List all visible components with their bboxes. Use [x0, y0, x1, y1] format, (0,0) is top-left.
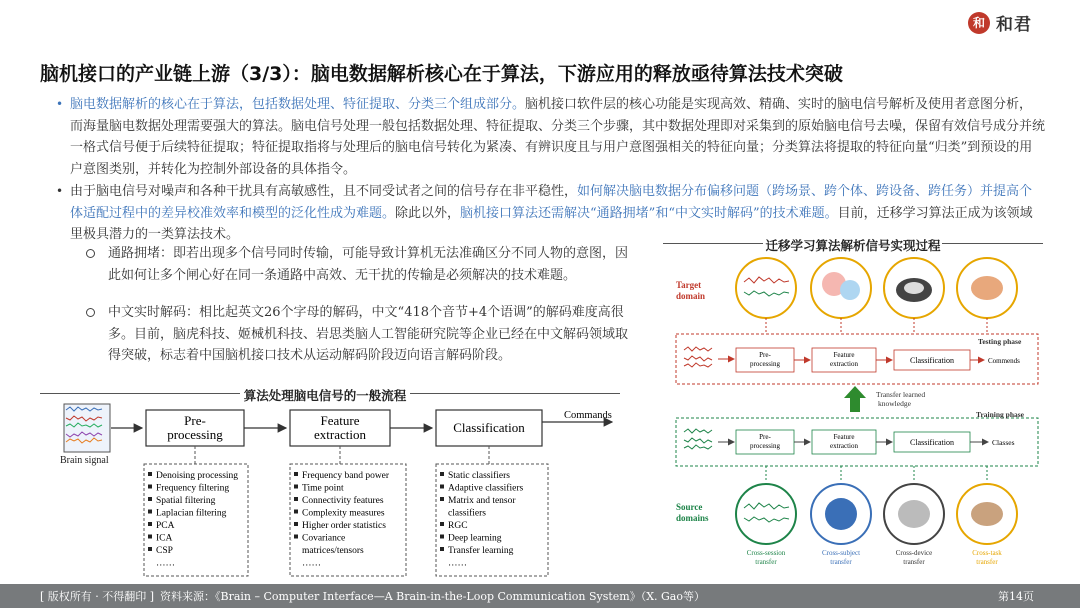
- list-bullet-icon: [294, 522, 298, 526]
- body-text: 除此以外，: [395, 205, 461, 221]
- list-bullet-icon: [440, 485, 444, 489]
- sub-item-text: 通路拥堵：即若出现多个信号同时传输，可能导致计算机无法准确区分不同人物的意图，因此如何让多个闸心好在同一条通路中高效、无干扰的传输是必须解决的技术难题。: [108, 246, 629, 283]
- svg-text:Cross-session: Cross-session: [746, 549, 786, 557]
- list-item: Spatial filtering: [156, 496, 216, 506]
- list-item: Time point: [302, 483, 344, 494]
- preprocessing-label-1: Pre-: [184, 413, 206, 428]
- sub-item-chinese-decoding: [108, 302, 633, 367]
- svg-text:transfer: transfer: [755, 558, 777, 566]
- paragraph-algorithm-core: [56, 94, 1046, 180]
- brand-logo: [968, 10, 1032, 35]
- svg-text:Cross-subject: Cross-subject: [821, 549, 861, 557]
- list-item: Transfer learning: [448, 546, 514, 556]
- training-phase-label: Training phase: [976, 410, 1024, 419]
- svg-text:Cross-device: Cross-device: [895, 549, 933, 557]
- list-bullet-icon: [148, 497, 152, 501]
- footer-page-number: 第14页: [998, 590, 1034, 603]
- svg-text:Feature: Feature: [833, 433, 855, 441]
- svg-text:processing: processing: [750, 442, 780, 450]
- circle-bullet-icon: [86, 308, 95, 317]
- circle-bullet-icon: [86, 249, 95, 258]
- list-item: Connectivity features: [302, 496, 384, 506]
- list-item: ……: [302, 558, 321, 569]
- list-item: Denoising processing: [156, 471, 239, 481]
- footer-bar: [0, 584, 1080, 608]
- sub-item-text: 中文实时解码：相比起英文26个字母的解码，中文“418个音节+4个语调”的解码难度高很多。目前，脑虎科技、姬械机科技、岩思类脑人工智能研究院等企业已经在中文解码领域取得突破，标志着中国脑机接口技术从运动解码阶段迈向语言解码阶段。: [108, 305, 629, 363]
- list-bullet-icon: [440, 535, 444, 539]
- svg-text:Classification: Classification: [910, 356, 954, 365]
- list-item: classifiers: [448, 508, 486, 519]
- list-item: Frequency band power: [302, 471, 390, 481]
- list-bullet-icon: [148, 472, 152, 476]
- svg-text:Pre-: Pre-: [759, 433, 771, 441]
- list-bullet-icon: [440, 547, 444, 551]
- list-item: ICA: [156, 533, 173, 544]
- brain-signal-icon: [64, 404, 110, 452]
- brand-name: 和君: [996, 15, 1032, 35]
- bullet-icon: •: [56, 184, 64, 198]
- preprocessing-methods-list: [148, 471, 238, 569]
- highlight-text: 脑机接口算法还需解决“通路拥堵”和“中文实时解码”的技术难题。: [460, 205, 838, 221]
- highlight-text: 如何解决脑电数据分布偏移问题（跨场景、跨个体、跨设备、跨任务）并提高个体适配过程中的差异校准效率和模型的泛化性成为难题。: [70, 184, 1033, 221]
- feature-extraction-label-1: Feature: [320, 413, 360, 428]
- testing-phase-label: Testing phase: [978, 337, 1022, 346]
- highlight-text: 脑电数据解析的核心在于算法，包括数据处理、特征提取、分类三个组成部分。: [70, 97, 526, 112]
- svg-text:processing: processing: [750, 360, 780, 368]
- page-title: 脑机接口的产业链上游（3/3）：脑电数据解析核心在于算法，下游应用的释放亟待算法技术突破: [40, 63, 843, 85]
- list-bullet-icon: [148, 485, 152, 489]
- classes-output-label: Classes: [992, 438, 1015, 447]
- body-text: 目前，迁移学习算法正成为该领域里极具潜力的一类算法技术。: [70, 205, 1033, 242]
- svg-text:transfer: transfer: [976, 558, 998, 566]
- svg-text:transfer: transfer: [903, 558, 925, 566]
- target-domain-label-1: Target: [676, 280, 702, 290]
- transfer-knowledge-label-2: knowledge: [878, 399, 911, 408]
- eeg-processing-flow-diagram: [56, 398, 626, 580]
- svg-text:Cross-task: Cross-task: [972, 549, 1002, 557]
- commands-label: Commands: [564, 410, 612, 421]
- source-domains-label-1: Source: [676, 502, 703, 512]
- target-domain-label-2: domain: [676, 291, 706, 301]
- list-item: matrices/tensors: [302, 546, 364, 556]
- list-item: Complexity measures: [302, 508, 385, 519]
- list-bullet-icon: [294, 497, 298, 501]
- brain-signal-label: Brain signal: [60, 455, 109, 466]
- classification-label: Classification: [453, 420, 525, 435]
- list-item: ……: [448, 558, 467, 569]
- list-bullet-icon: [148, 535, 152, 539]
- transfer-learning-diagram: [666, 252, 1044, 576]
- list-bullet-icon: [294, 485, 298, 489]
- list-item: Adaptive classifiers: [448, 483, 524, 494]
- list-item: Covariance: [302, 533, 346, 544]
- list-bullet-icon: [294, 472, 298, 476]
- target-session-icon: [736, 258, 796, 318]
- list-item: Matrix and tensor: [448, 496, 516, 506]
- list-item: Static classifiers: [448, 471, 510, 481]
- list-item: Deep learning: [448, 533, 502, 544]
- list-item: Laplacian filtering: [156, 508, 227, 519]
- feature-methods-list: [294, 471, 390, 569]
- list-bullet-icon: [294, 510, 298, 514]
- source-session-icon: [736, 484, 796, 544]
- svg-text:Pre-: Pre-: [759, 351, 771, 359]
- bullet-icon: •: [56, 97, 64, 111]
- body-text: 脑机接口软件层的核心功能是实现高效、精确、实时的脑电信号解析及使用者意图分析，而海量脑电数据处理需要强大的算法。脑电信号处理一般包括数据处理、特征提取、分类三个步骤，其中数据处理即对采集到的原始脑电信号去噪，保留有效信号成分并统一格式信号便于后续特征提取；特征提取指将与处理后的脑电信号转化为紧凑、有辨识度且与用户意图强相关的特征向量；分类算法将提取的特征向量“归类”到预设的用户意图类别，并转化为控制外部设备的具体指令。: [70, 97, 1046, 177]
- footer-rights: [ 版权所有 · 不得翻印 ]: [40, 590, 155, 603]
- list-bullet-icon: [148, 510, 152, 514]
- list-item: ……: [156, 558, 175, 569]
- footer-source: 资料来源：《Brain – Computer Interface—A Brain-in-the-Loop Communication System》（X. Gao等）: [160, 590, 705, 603]
- svg-text:transfer: transfer: [830, 558, 852, 566]
- list-bullet-icon: [294, 535, 298, 539]
- svg-text:extraction: extraction: [830, 360, 858, 368]
- list-bullet-icon: [440, 497, 444, 501]
- list-bullet-icon: [440, 472, 444, 476]
- brand-mark: 和: [968, 12, 990, 34]
- list-item: CSP: [156, 546, 173, 556]
- feature-extraction-label-2: extraction: [314, 427, 366, 442]
- preprocessing-label-2: processing: [167, 427, 223, 442]
- list-bullet-icon: [440, 522, 444, 526]
- svg-text:Feature: Feature: [833, 351, 855, 359]
- list-bullet-icon: [148, 522, 152, 526]
- transfer-knowledge-label-1: Transfer learned: [876, 390, 926, 399]
- transfer-up-arrow-icon: [844, 386, 866, 412]
- list-bullet-icon: [148, 547, 152, 551]
- commands-output-label: Commends: [988, 357, 1020, 365]
- figure-caption-right: 迁移学习算法解析信号实现过程: [765, 238, 941, 253]
- classifier-methods-list: [440, 470, 523, 569]
- svg-text:Classification: Classification: [910, 438, 954, 447]
- sub-item-channel-congestion: [108, 243, 633, 286]
- source-domains-label-2: domains: [676, 513, 709, 523]
- figure-caption-left: 算法处理脑电信号的一般流程: [243, 388, 407, 403]
- caption-rule: [942, 243, 1043, 244]
- list-item: PCA: [156, 521, 175, 531]
- list-item: Higher order statistics: [302, 521, 386, 531]
- list-item: RGC: [448, 521, 468, 531]
- svg-text:extraction: extraction: [830, 442, 858, 450]
- caption-rule: [410, 393, 620, 394]
- list-item: Frequency filtering: [156, 483, 230, 494]
- body-text: 由于脑电信号对噪声和各种干扰具有高敏感性，且不同受试者之间的信号存在非平稳性，: [70, 184, 578, 199]
